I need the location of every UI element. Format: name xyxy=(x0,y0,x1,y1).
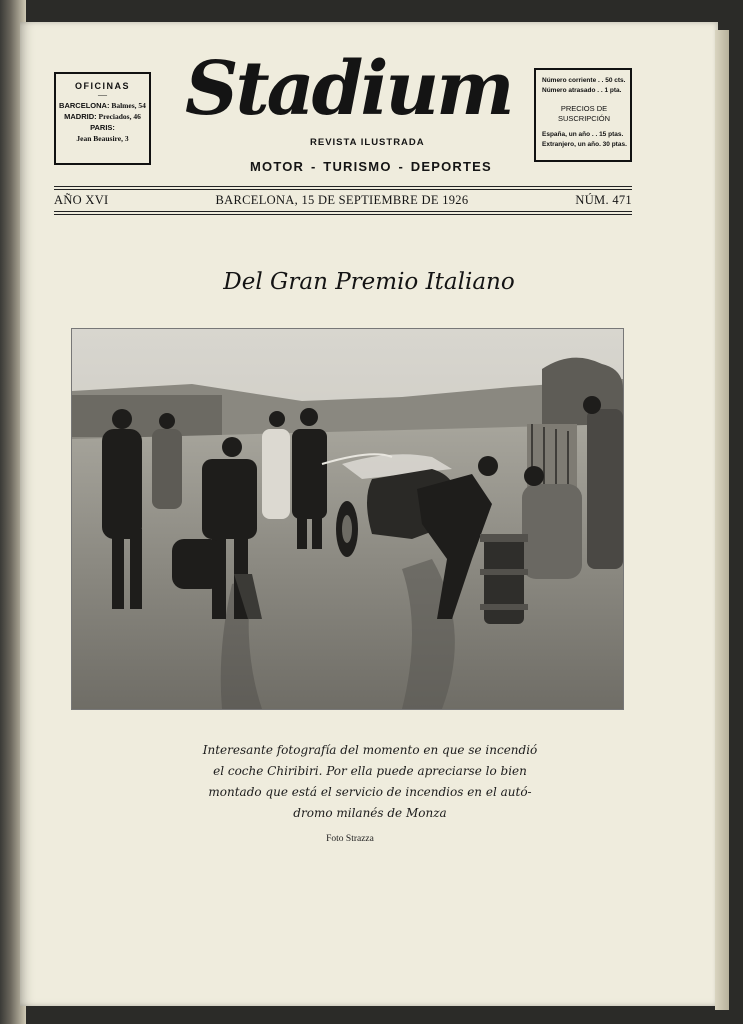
caption-line-4: dromo milanés de Monza xyxy=(293,806,447,820)
caption-line-2: el coche Chiribiri. Por ella puede apreciarse lo bien xyxy=(213,764,527,778)
page-edge-right xyxy=(715,30,729,1010)
rule-top-1 xyxy=(54,186,632,187)
magazine-page xyxy=(20,22,718,1006)
offices-dash: — xyxy=(98,90,107,100)
rule-bottom-2 xyxy=(54,214,632,215)
office-paris-address: Jean Beausire, 3 xyxy=(76,134,129,143)
rule-top-2 xyxy=(54,189,632,190)
race-photo-illustration xyxy=(72,329,623,709)
dateline xyxy=(54,193,632,208)
office-madrid: MADRID: Preciados, 46 xyxy=(64,112,141,121)
subscription-heading: PRECIOS DE SUSCRIPCIÓN xyxy=(557,104,611,123)
offices-heading: OFICINAS xyxy=(74,81,130,91)
dateline-issue: NÚM. 471 xyxy=(575,193,632,207)
office-paris: PARIS: xyxy=(90,123,115,132)
caption-line-1: Interesante fotografía del momento en que se incendió xyxy=(202,743,538,757)
dateline-place-date: BARCELONA, 15 DE SEPTIEMBRE DE 1926 xyxy=(215,193,469,207)
article-headline: Del Gran Premio Italiano xyxy=(223,269,515,295)
rule-bottom-1 xyxy=(54,211,632,212)
masthead-sections: MOTOR - TURISMO - DEPORTES xyxy=(250,159,492,174)
masthead-logo: Stadium xyxy=(185,46,512,132)
prices-box xyxy=(534,68,632,162)
office-barcelona: BARCELONA: Balmes, 54 xyxy=(59,101,146,110)
price-abroad: Extranjero, un año. 30 ptas. xyxy=(542,141,627,148)
photo-caption xyxy=(170,740,570,824)
price-spain: España, un año . . 15 ptas. xyxy=(542,131,624,138)
photo-credit: Foto Strazza xyxy=(326,834,374,844)
caption-line-3: montado que está el servicio de incendios en el autó- xyxy=(208,785,532,799)
price-back-issue: Número atrasado . . 1 pta. xyxy=(542,87,622,94)
dateline-year: AÑO XVI xyxy=(54,193,109,207)
offices-box xyxy=(54,72,151,165)
race-photo xyxy=(72,329,623,709)
masthead-subtitle: REVISTA ILUSTRADA xyxy=(310,137,425,148)
price-current: Número corriente . . 50 cts. xyxy=(542,77,626,84)
